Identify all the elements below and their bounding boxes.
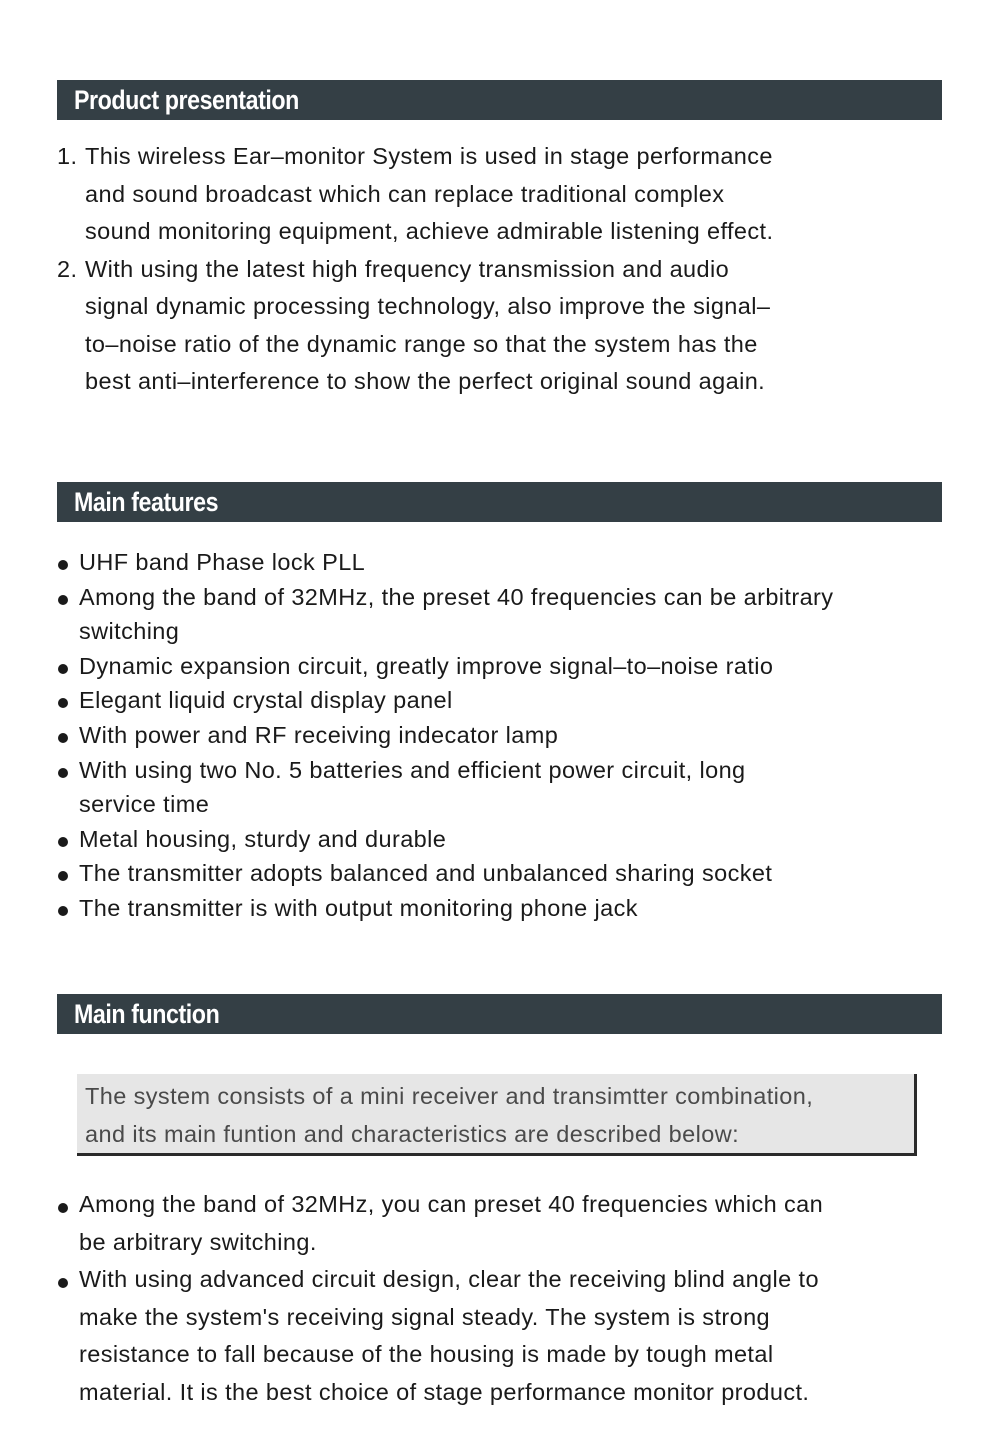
item-line: best anti–interference to show the perfect original sound again. (85, 368, 766, 394)
bullet-dot-icon (58, 837, 68, 847)
item-line: With using advanced circuit design, clear the receiving blind angle to (79, 1266, 819, 1292)
item-line: UHF band Phase lock PLL (79, 549, 366, 575)
item-number: 2. (57, 255, 78, 282)
item-line: make the system's receiving signal steady. The system is strong (79, 1303, 771, 1330)
item-line: to–noise ratio of the dynamic range so that the system has the (85, 330, 758, 357)
feature-item (57, 545, 957, 580)
feature-item (57, 822, 957, 857)
item-line: resistance to fall because of the housing is made by tough metal (79, 1341, 774, 1367)
bullet-dot-icon (58, 698, 68, 708)
item-number: 1. (57, 143, 78, 169)
item-line: With using two No. 5 batteries and efficient power circuit, long (79, 756, 746, 783)
item-line: sound monitoring equipment, achieve admirable listening effect. (85, 218, 774, 244)
feature-item (57, 753, 957, 822)
presentation-item (57, 251, 957, 401)
item-line: Elegant liquid crystal display panel (79, 687, 453, 714)
function-list (57, 1186, 957, 1411)
item-line: With using the latest high frequency transmission and audio (85, 255, 730, 282)
item-line: material. It is the best choice of stage performance monitor product. (79, 1378, 810, 1405)
item-line: be arbitrary switching. (79, 1228, 317, 1255)
bullet-dot-icon (58, 733, 68, 743)
feature-item (57, 718, 957, 753)
feature-item (57, 856, 957, 891)
section-header-main-features (57, 482, 942, 522)
feature-item (57, 683, 957, 718)
item-line: signal dynamic processing technology, also improve the signal– (85, 293, 771, 319)
section-header-product-presentation (57, 80, 942, 120)
presentation-list (57, 138, 957, 401)
item-line: switching (79, 618, 180, 645)
item-line: Among the band of 32MHz, you can preset 40 frequencies which can (79, 1191, 824, 1217)
section-title: Main function (74, 999, 220, 1029)
bullet-dot-icon (58, 768, 68, 778)
bullet-dot-icon (58, 1203, 68, 1213)
presentation-item (57, 138, 957, 251)
item-line: Dynamic expansion circuit, greatly improve signal–to–noise ratio (79, 652, 774, 679)
function-note-box (77, 1074, 917, 1156)
item-line: service time (79, 791, 210, 818)
bullet-dot-icon (58, 871, 68, 881)
bullet-dot-icon (58, 560, 68, 570)
section-title: Product presentation (74, 85, 299, 115)
feature-item (57, 580, 957, 649)
item-line: The transmitter is with output monitoring phone jack (79, 894, 638, 921)
item-line: and sound broadcast which can replace traditional complex (85, 180, 725, 207)
function-item (57, 1186, 957, 1261)
item-line: Among the band of 32MHz, the preset 40 frequencies can be arbitrary (79, 583, 834, 610)
item-line: The transmitter adopts balanced and unbalanced sharing socket (79, 860, 773, 887)
bullet-dot-icon (58, 1278, 68, 1288)
bullet-dot-icon (58, 595, 68, 605)
features-list (57, 545, 957, 926)
item-line: With power and RF receiving indecator lamp (79, 721, 559, 748)
item-line: This wireless Ear–monitor System is used in stage performance (85, 143, 773, 169)
item-line: Metal housing, sturdy and durable (79, 825, 447, 852)
function-item (57, 1261, 957, 1411)
feature-item (57, 649, 957, 684)
feature-item (57, 891, 957, 926)
section-header-main-function (57, 994, 942, 1034)
bullet-dot-icon (58, 664, 68, 674)
bullet-dot-icon (58, 906, 68, 916)
note-line: and its main funtion and characteristics are described below: (85, 1120, 740, 1147)
note-line: The system consists of a mini receiver and transimtter combination, (85, 1083, 814, 1109)
section-title: Main features (74, 487, 219, 517)
